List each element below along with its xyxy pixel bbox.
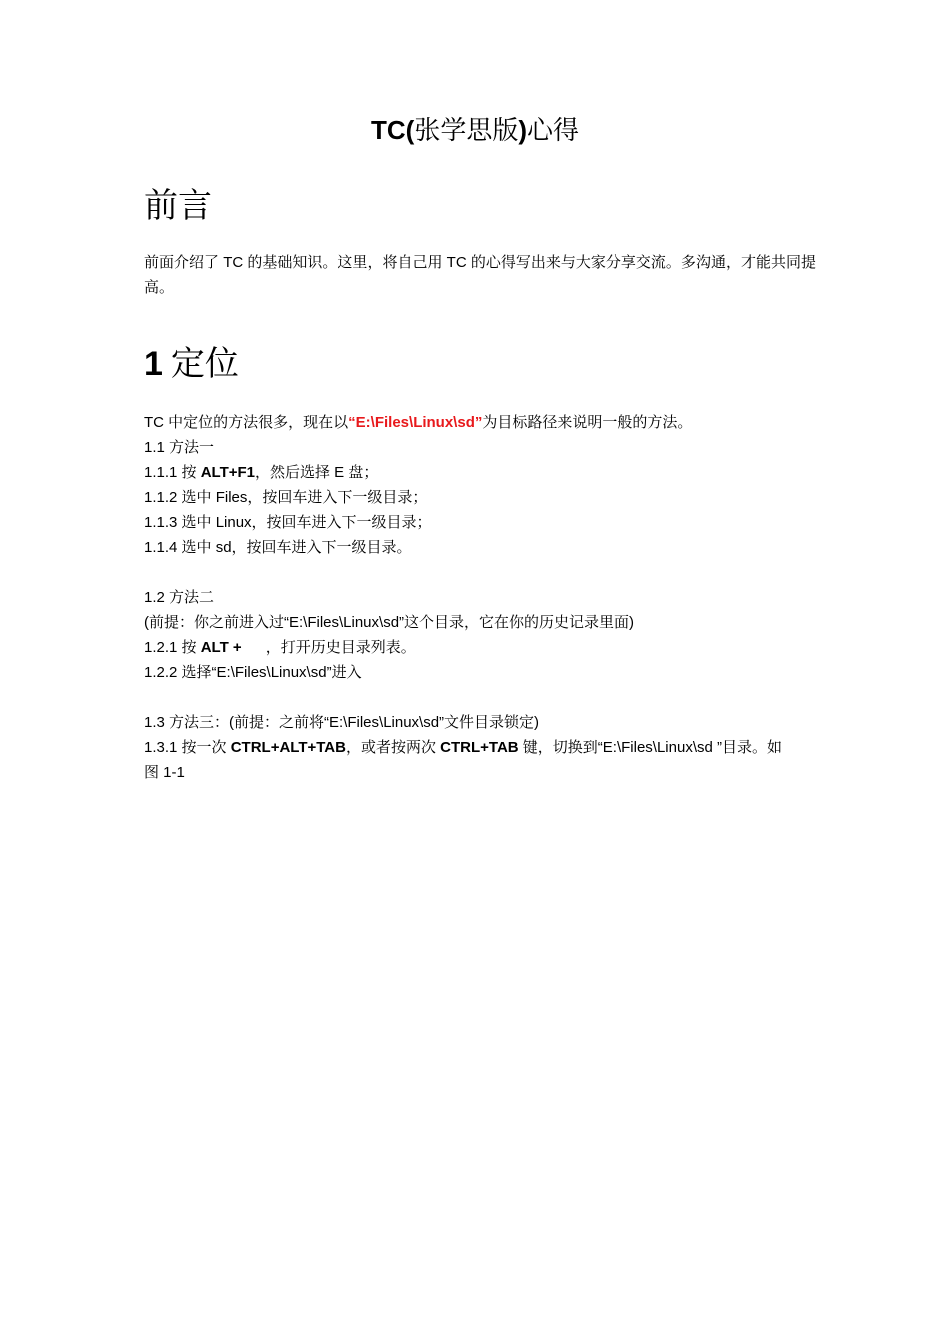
method-1-step-3: 1.1.3 选中 Linux，按回车进入下一级目录； xyxy=(144,514,432,531)
title-middle: 张学思版 xyxy=(414,115,519,145)
title-close: ) xyxy=(518,115,527,145)
m3-s1-pre: 1.3.1 按一次 xyxy=(144,739,231,756)
section-1-title: 定位 xyxy=(170,344,239,384)
m3-s1-mid: ，或者按两次 xyxy=(345,739,441,756)
method-1-step-2: 1.1.2 选中 Files，按回车进入下一级目录； xyxy=(144,489,428,506)
method-2-step-2: 1.2.2 选择“E:\Files\Linux\sd”进入 xyxy=(144,664,362,681)
intro-target-path: “E:\Files\Linux\sd” xyxy=(348,414,483,431)
m1-s1-key: ALT+F1 xyxy=(200,464,256,481)
method-3-title: 1.3 方法三：(前提：之前将“E:\Files\Linux\sd”文件目录锁定) xyxy=(144,714,540,731)
title-tc: TC( xyxy=(370,115,415,145)
m2-s1-pre: 1.2.1 按 xyxy=(144,639,201,656)
intro-pre: TC 中定位的方法很多，现在以 xyxy=(144,414,349,431)
method-1-step-1 xyxy=(144,460,824,485)
m3-s1-post: 键，切换到“E:\Files\Linux\sd ”目录。如 xyxy=(518,739,782,756)
method-2-title: 1.2 方法二 xyxy=(144,589,215,606)
method-3-step-1 xyxy=(144,735,824,760)
method-2-note: (前提：你之前进入过“E:\Files\Linux\sd”这个目录，它在你的历史记录里面) xyxy=(144,614,635,631)
m3-s1-key-2: CTRL+TAB xyxy=(440,739,519,756)
intro-post: 为目标路径来说明一般的方法。 xyxy=(482,414,693,431)
document-title xyxy=(0,112,950,148)
section-1-intro xyxy=(144,410,824,435)
method-1-title: 1.1 方法一 xyxy=(144,439,215,456)
method-3-step-1-continued: 图 1-1 xyxy=(144,764,185,781)
m1-s1-post: ，然后选择 E 盘； xyxy=(255,464,379,481)
preface-text: 前面介绍了 TC 的基础知识。这里，将自己用 TC 的心得写出来与大家分享交流。多沟通，才能共同提高。 xyxy=(144,254,816,296)
section-1-heading xyxy=(144,342,239,386)
m2-s1-post: ，打开历史目录列表。 xyxy=(265,639,416,656)
m1-s1-pre: 1.1.1 按 xyxy=(144,464,201,481)
section-1-number: 1 xyxy=(144,345,163,383)
m3-s1-key-1: CTRL+ALT+TAB xyxy=(230,739,346,756)
m2-s1-key: ALT + xyxy=(200,639,242,656)
method-2-step-1 xyxy=(144,635,824,660)
title-suffix: 心得 xyxy=(527,115,580,145)
preface-heading: 前言 xyxy=(144,186,212,226)
method-1-step-4: 1.1.4 选中 sd，按回车进入下一级目录。 xyxy=(144,539,412,556)
